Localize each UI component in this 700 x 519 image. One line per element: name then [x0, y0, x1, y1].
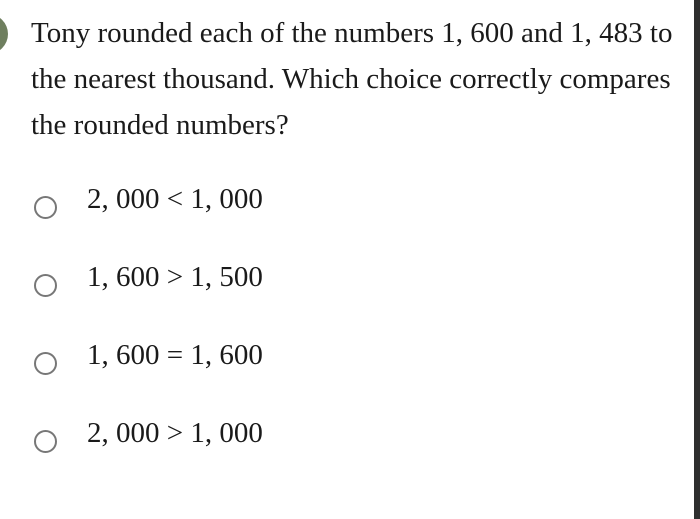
answer-options	[34, 160, 634, 472]
radio-button-icon[interactable]	[34, 196, 57, 219]
answer-option-2[interactable]	[34, 238, 634, 316]
radio-button-icon[interactable]	[34, 430, 57, 453]
answer-option-label: 1, 600 > 1, 500	[87, 261, 263, 293]
answer-option-3[interactable]	[34, 316, 634, 394]
radio-button-icon[interactable]	[34, 352, 57, 375]
right-edge-border	[694, 0, 700, 519]
answer-option-4[interactable]	[34, 394, 634, 472]
answer-option-label: 2, 000 > 1, 000	[87, 417, 263, 449]
answer-option-label: 2, 000 < 1, 000	[87, 183, 263, 215]
question-number-badge	[0, 14, 8, 54]
question-text: Tony rounded each of the numbers 1, 600 and 1, 483 to the nearest thousand. Which choice correctly compares the rounded numbers?	[31, 17, 673, 141]
radio-button-icon[interactable]	[34, 274, 57, 297]
answer-option-1[interactable]	[34, 160, 634, 238]
answer-option-label: 1, 600 = 1, 600	[87, 339, 263, 371]
